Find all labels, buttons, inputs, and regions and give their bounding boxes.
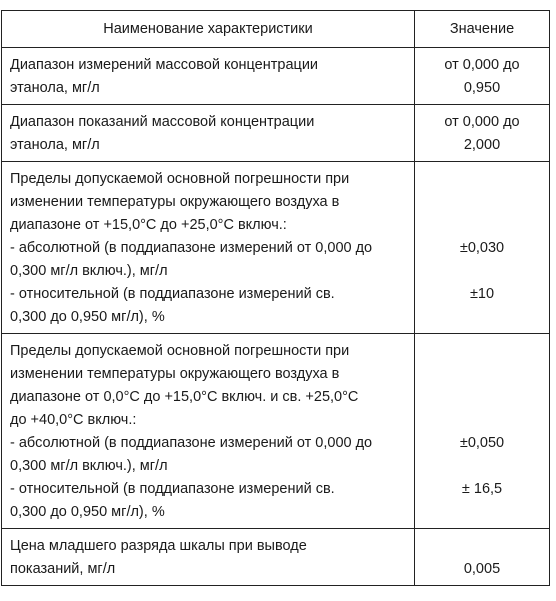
cell-value-line: 0,950	[463, 80, 501, 96]
row-resolution-value	[415, 529, 550, 586]
cell-text-line: до +40,0°С включ.:	[10, 412, 137, 428]
cell-text-line: диапазоне от 0,0°С до +15,0°С включ. и св. +25,0°С	[10, 389, 359, 405]
row-measurement-range-value	[415, 48, 550, 105]
cell-value-line: 2,000	[463, 137, 501, 153]
table-row	[2, 334, 550, 529]
cell-text-line: 0,300 до 0,950 мг/л), %	[10, 309, 165, 325]
cell-text-line: изменении температуры окружающего воздуха в	[10, 194, 340, 210]
cell-text-line: 0,300 мг/л включ.), мг/л	[10, 458, 168, 474]
row-error-limits-extended-name	[2, 334, 415, 529]
cell-text-line: диапазоне от +15,0°С до +25,0°С включ.:	[10, 217, 287, 233]
header-value: Значение	[415, 11, 550, 48]
table-row	[2, 529, 550, 586]
cell-text-line: изменении температуры окружающего воздуха в	[10, 366, 340, 382]
table-row	[2, 105, 550, 162]
relative-error-value: ±10	[469, 286, 495, 302]
row-display-range-value	[415, 105, 550, 162]
cell-text-line: - абсолютной (в поддиапазоне измерений от 0,000 до	[10, 435, 373, 451]
cell-text-line: - абсолютной (в поддиапазоне измерений от 0,000 до	[10, 240, 373, 256]
absolute-error-value: ±0,030	[459, 240, 505, 256]
cell-text-line: Диапазон показаний массовой концентрации	[10, 114, 315, 130]
table-header-row	[2, 11, 550, 48]
row-error-limits-extended-value	[415, 334, 550, 529]
table-row	[2, 48, 550, 105]
cell-text-line: Диапазон измерений массовой концентрации	[10, 57, 319, 73]
relative-error-value: ± 16,5	[461, 481, 503, 497]
resolution-value: 0,005	[463, 561, 501, 577]
table-row	[2, 162, 550, 334]
row-error-limits-normal-name	[2, 162, 415, 334]
cell-text-line: Пределы допускаемой основной погрешности при	[10, 171, 350, 187]
cell-text-line: - относительной (в поддиапазоне измерений св.	[10, 481, 335, 497]
cell-text-line: Пределы допускаемой основной погрешности при	[10, 343, 350, 359]
cell-text-line: этанола, мг/л	[10, 80, 100, 96]
cell-text-line: Цена младшего разряда шкалы при выводе	[10, 538, 307, 554]
header-characteristic-name: Наименование характеристики	[2, 11, 415, 48]
cell-text-line: этанола, мг/л	[10, 137, 100, 153]
absolute-error-value: ±0,050	[459, 435, 505, 451]
cell-value-line: от 0,000 до	[444, 57, 520, 73]
cell-text-line: 0,300 мг/л включ.), мг/л	[10, 263, 168, 279]
specifications-table	[1, 10, 550, 586]
cell-text-line: 0,300 до 0,950 мг/л), %	[10, 504, 165, 520]
cell-value-line: от 0,000 до	[444, 114, 520, 130]
cell-text-line: - относительной (в поддиапазоне измерений св.	[10, 286, 335, 302]
row-error-limits-normal-value	[415, 162, 550, 334]
row-measurement-range-name	[2, 48, 415, 105]
cell-text-line: показаний, мг/л	[10, 561, 116, 577]
row-resolution-name	[2, 529, 415, 586]
row-display-range-name	[2, 105, 415, 162]
